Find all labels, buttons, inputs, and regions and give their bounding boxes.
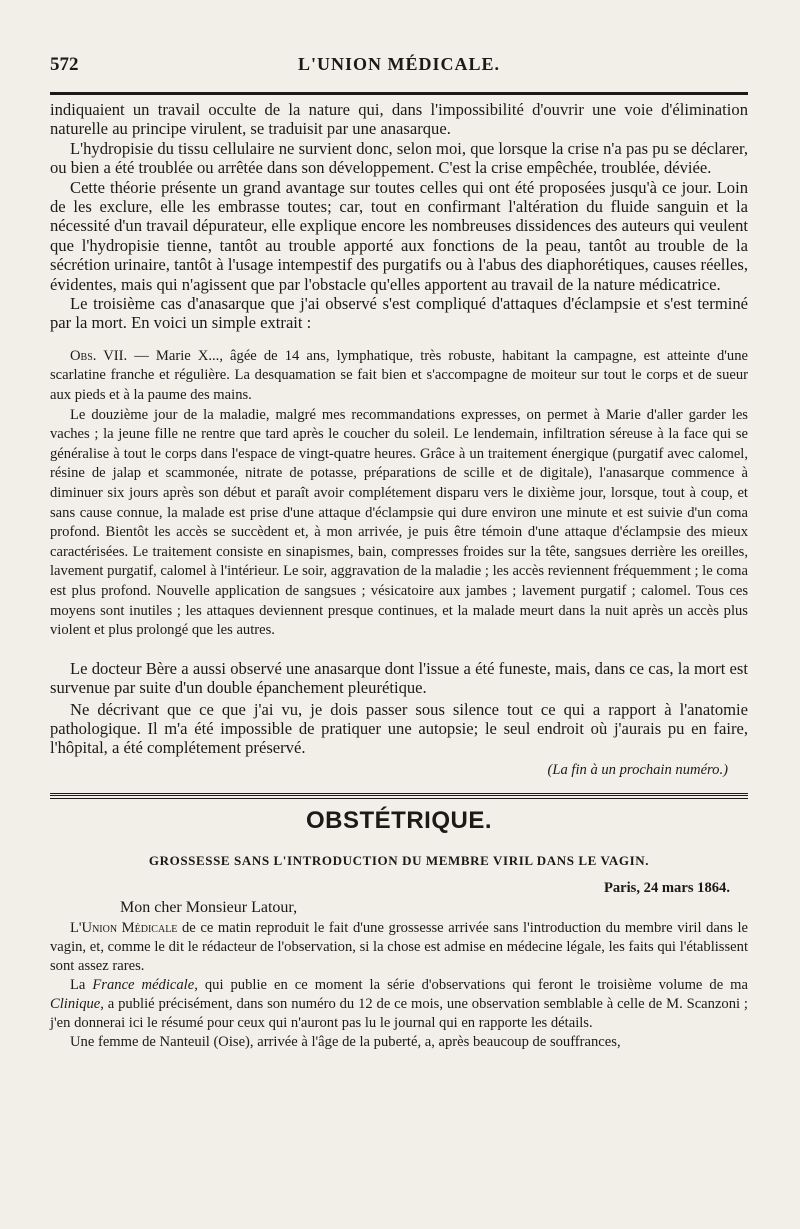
closing-paragraph-2: Ne décrivant que ce que j'ai vu, je dois passer sous silence tout ce qui a rapport à l'anatomie pathologique. Il m'a été impossible de pratiquer une autopsie; le seul endroit où j'aurais pu en faire, l'hôpital, a été complétement préservé. — [50, 699, 748, 758]
observation-paragraph-1 — [50, 347, 748, 406]
observation-paragraph-2: Le douzième jour de la maladie, malgré mes recommandations expresses, on permet à Marie d'aller garder les vaches ; la jeune fille ne rentre que tard après le coucher du soleil. Le lendemain, infiltration séreuse à la face qui se généralise à tout le corps dans l'espace de vingt-quatre heures. Grâce à un traitement énergique (purgatif avec calomel, résine de jalap et scammonée, nitrate de potasse, préparations de scille et de digitale), l'anasarque commence à diminuer six jours après son début et paraît avoir complétement disparu vers le dixième jour, lorsque, tout à coup, et sans cause connue, la malade est prise d'une attaque d'éclampsie qui dure environ une minute et est suivie d'un coma profond. Bientôt les accès se succèdent et, à mon arrivée, je puis être témoin d'une attaque d'éclampsie des mieux caractérisées. Le traitement consiste en sinapismes, bain, compresses froides sur la tête, sangsues derrière les oreilles, lavement purgatif, calomel à l'intérieur. Le soir, aggravation de la maladie ; les accès reviennent fréquemment ; le coma est plus profond. Nouvelle application de sangsues ; vésicatoire aux jambes ; lavement purgatif ; calomel. Tous ces moyens sont inutiles ; les attaques deviennent presque continues, et la malade meurt dans la nuit après un accès plus violent et plus prolongé que les autres. — [50, 406, 748, 639]
section-rule — [50, 793, 748, 799]
observation-block — [50, 347, 748, 641]
journal-name-ref: L'Union Médicale — [70, 919, 178, 936]
running-head — [50, 54, 748, 78]
journal-title: L'UNION MÉDICALE. — [297, 54, 501, 74]
letter-paragraph-1 — [50, 919, 748, 976]
france-medicale-ref: France médicale — [92, 976, 195, 993]
observation-label: Obs. VII. — [70, 347, 128, 364]
letter-paragraph-3: Une femme de Nanteuil (Oise), arrivée à l'âge de la puberté, a, après beaucoup de souffrances, — [70, 1033, 621, 1050]
paragraph-4: Le troisième cas d'anasarque que j'ai observé s'est compliqué d'attaques d'éclampsie et s'est terminé par la mort. En voici un simple extrait : — [50, 294, 748, 333]
letter-text-1: de ce matin reproduit le fait d'une grossesse arrivée sans l'introduction du membre viril dans le vagin, et, comme le dit le rédacteur de l'observation, si la chose est admise en médecine légale, les faits qui l'établissent sont assez rares. — [50, 919, 748, 974]
observation-text-1: — Marie X..., âgée de 14 ans, lymphatique, très robuste, habitant la campagne, est atteinte d'une scarlatine franche et régulière. La desquamation se fait bien et s'accompagne de moiteur sur tout le corps et de sueur aux pieds et à la paume des mains. — [50, 347, 748, 404]
letter-text-2c: , qui publie en ce moment la série d'observations qui feront le troisième volume de ma — [194, 976, 748, 993]
letter-text-2a: La — [70, 976, 93, 993]
paragraph-2: L'hydropisie du tissu cellulaire ne survient donc, selon moi, que lorsque la crise n'a pas pu se déclarer, ou bien a été troublée ou arrêtée dans son développement. C'est la crise empêchée, troublée, déviée. — [50, 138, 748, 178]
salutation: Mon cher Monsieur Latour, — [120, 898, 298, 916]
letter-text-2e: , a publié précisément, dans son numéro du 12 de ce mois, une observation semblable à celle de M. Scanzoni ; j'en donnerai ici le résumé pour ceux qui n'auront pas lu le journal qui en rapporte les détails. — [50, 995, 748, 1031]
paragraph-1: indiquaient un travail occulte de la nature qui, dans l'impossibilité d'ouvrir une voie d'élimination naturelle au principe virulent, se traduisit par une anasarque. — [50, 100, 748, 139]
page-number: 572 — [50, 54, 79, 75]
dateline: Paris, 24 mars 1864. — [603, 879, 730, 896]
section-title: OBSTÉTRIQUE. — [305, 806, 492, 834]
paragraph-3: Cette théorie présente un grand avantage sur toutes celles qui ont été proposées jusqu'à ce jour. Loin de les exclure, elle les embrasse toutes; car, tout en confirmant l'altération du fluide sanguin et la nécessité d'un travail dépurateur, elle explique encore les nombreuses dissidences des auteurs qui veulent que l'hydropisie tienne, tantôt au trouble apporté aux fonctions de la peau, tantôt au trouble de la sécrétion urinaire, tantôt à l'usage intempestif des purgatifs ou à l'abus des diaphorétiques, causes réelles, évidentes, mais qui n'agissent que par l'obstacle qu'elles apportent au travail de la nature médicatrice. — [50, 177, 748, 294]
closing-section — [50, 659, 748, 758]
closing-paragraph-1: Le docteur Bère a aussi observé une anasarque dont l'issue a été funeste, mais, dans ce cas, la mort est survenue par suite d'un double épanchement pleurétique. — [50, 658, 748, 698]
letter-paragraph-2 — [50, 976, 748, 1033]
header-rule — [50, 92, 748, 95]
continued-note: (La fin à un prochain numéro.) — [547, 761, 728, 778]
clinique-ref: Clinique — [50, 995, 101, 1012]
article-body — [50, 100, 748, 1052]
article-title: GROSSESSE SANS L'INTRODUCTION DU MEMBRE VIRIL DANS LE VAGIN. — [148, 852, 650, 868]
